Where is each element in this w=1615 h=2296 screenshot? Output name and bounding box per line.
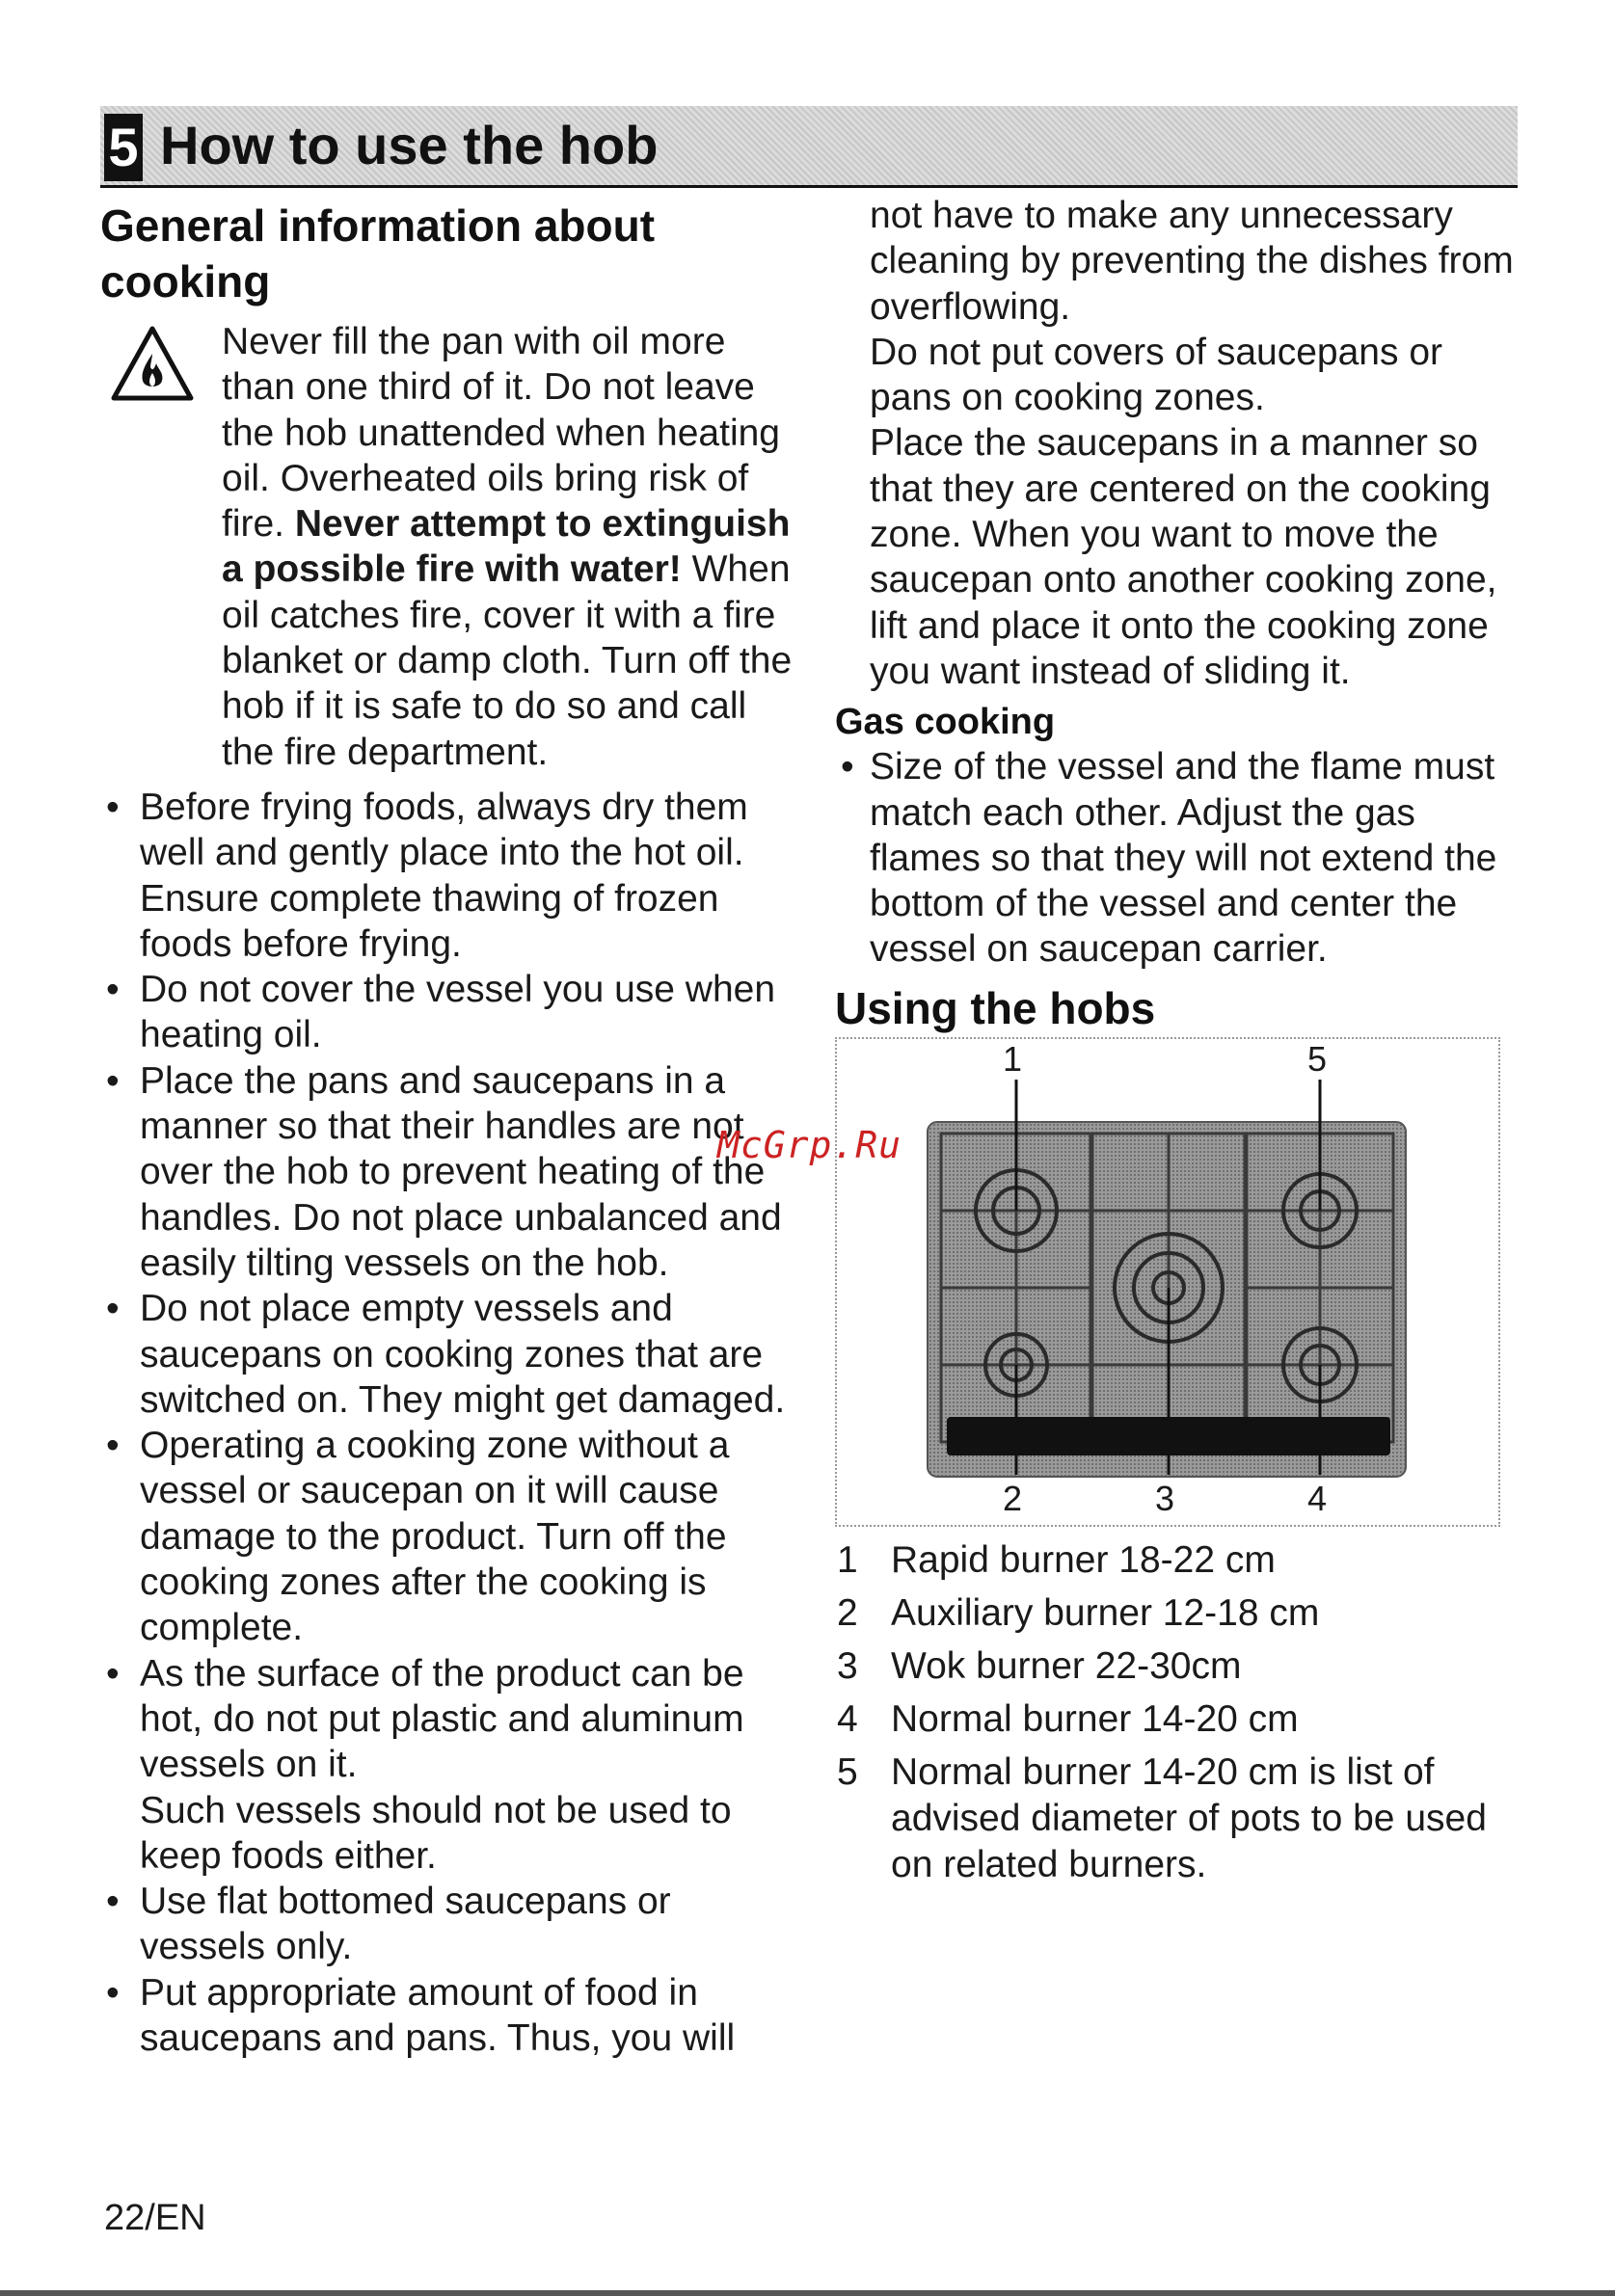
legend-text: Auxiliary burner 12-18 cm <box>891 1592 1320 1634</box>
using-hobs-heading: Using the hobs <box>835 982 1156 1033</box>
legend-text: Normal burner 14-20 cm <box>891 1698 1299 1740</box>
burner-legend <box>837 1537 1512 1888</box>
continuation-text: not have to make any unnecessary cleaning by preventing the dishes from overflowing. <box>870 195 1514 328</box>
watermark: McGrp.Ru <box>717 1124 902 1166</box>
chapter-number: 5 <box>104 114 143 181</box>
gas-cooking-heading: Gas cooking <box>835 702 1056 743</box>
callout-label-4: 4 <box>1307 1479 1328 1518</box>
gas-bullet-list <box>835 744 1524 972</box>
list-item: • Before frying foods, always dry them well and gently place into the hot oil. Ensure complete thawing of frozen foods before frying. <box>100 785 804 967</box>
bottom-rule <box>0 2290 1615 2296</box>
covers-paragraph: Do not put covers of saucepans or pans on cooking zones. <box>870 331 1443 419</box>
list-item: • Operating a cooking zone without a vessel or saucepan on it will cause damage to the product. Turn off the cooking zones after the cooking is complete. <box>100 1423 804 1650</box>
legend-text: Wok burner 22-30cm <box>891 1645 1242 1687</box>
general-heading: General information about cooking <box>100 200 656 307</box>
chapter-title: How to use the hob <box>160 115 659 175</box>
callout-label-1: 1 <box>1003 1039 1023 1079</box>
legend-number: 4 <box>837 1698 858 1740</box>
legend-number: 1 <box>837 1539 858 1581</box>
list-item: • Use flat bottomed saucepans or vessels only. <box>100 1879 804 1970</box>
legend-row <box>837 1696 1512 1743</box>
legend-row <box>837 1590 1512 1637</box>
right-column <box>835 193 1524 1036</box>
surface-bullet-extra: Such vessels should not be used to keep foods either. <box>140 1789 732 1877</box>
continuation-block <box>835 193 1524 694</box>
list-item <box>100 1651 804 1879</box>
hob-diagram <box>835 1037 1500 1527</box>
hob-illustration <box>837 1039 1498 1525</box>
surface-bullet-text: As the surface of the product can be hot, do not put plastic and aluminum vessels on it. <box>140 1652 744 1786</box>
list-item: • Put appropriate amount of food in saucepans and pans. Thus, you will <box>100 1970 804 2062</box>
warning-text-bold: Never attempt to extinguish a possible fire with water! <box>222 503 791 591</box>
legend-text: Rapid burner 18-22 cm <box>891 1539 1276 1581</box>
callout-label-5: 5 <box>1307 1039 1328 1079</box>
list-item: • Size of the vessel and the flame must match each other. Adjust the gas flames so that they will not extend the bottom of the vessel and center the vessel on saucepan carrier. <box>835 744 1524 972</box>
list-item: • Do not cover the vessel you use when heating oil. <box>100 967 804 1058</box>
warning-text-before: Never fill the pan with oil more than one third of it. Do not leave the hob unattended when heating oil. Overheated oils bring risk of fire. <box>222 321 781 546</box>
placement-paragraph: Place the saucepans in a manner so that they are centered on the cooking zone. When you want to move the saucepan onto another cooking zone, lift and place it onto the cooking zone you want instead of sliding it. <box>870 422 1497 692</box>
warning-text <box>222 319 804 775</box>
legend-number: 5 <box>837 1751 858 1793</box>
fire-warning <box>100 319 804 775</box>
left-column <box>100 198 804 2061</box>
list-item: • Do not place empty vessels and saucepans on cooking zones that are switched on. They might get damaged. <box>100 1286 804 1423</box>
legend-row <box>837 1537 1512 1584</box>
legend-row <box>837 1749 1512 1888</box>
fire-warning-icon <box>110 325 195 402</box>
general-bullet-list <box>100 785 804 2061</box>
list-item: • Place the pans and saucepans in a manner so that their handles are not over the hob to prevent heating of the handles. Do not place unbalanced and easily tilting vessels on the hob. <box>100 1058 804 1286</box>
legend-number: 3 <box>837 1645 858 1687</box>
page-number: 22/EN <box>104 2198 206 2238</box>
legend-row <box>837 1643 1512 1690</box>
callout-label-3: 3 <box>1155 1479 1175 1518</box>
callout-label-2: 2 <box>1003 1479 1023 1518</box>
warning-text-after: When oil catches fire, cover it with a fire blanket or damp cloth. Turn off the hob if it is safe to do so and call the fire department. <box>222 548 793 773</box>
legend-number: 2 <box>837 1592 858 1634</box>
legend-text: Normal burner 14-20 cm is list of advised diameter of pots to be used on related burners. <box>891 1751 1487 1885</box>
